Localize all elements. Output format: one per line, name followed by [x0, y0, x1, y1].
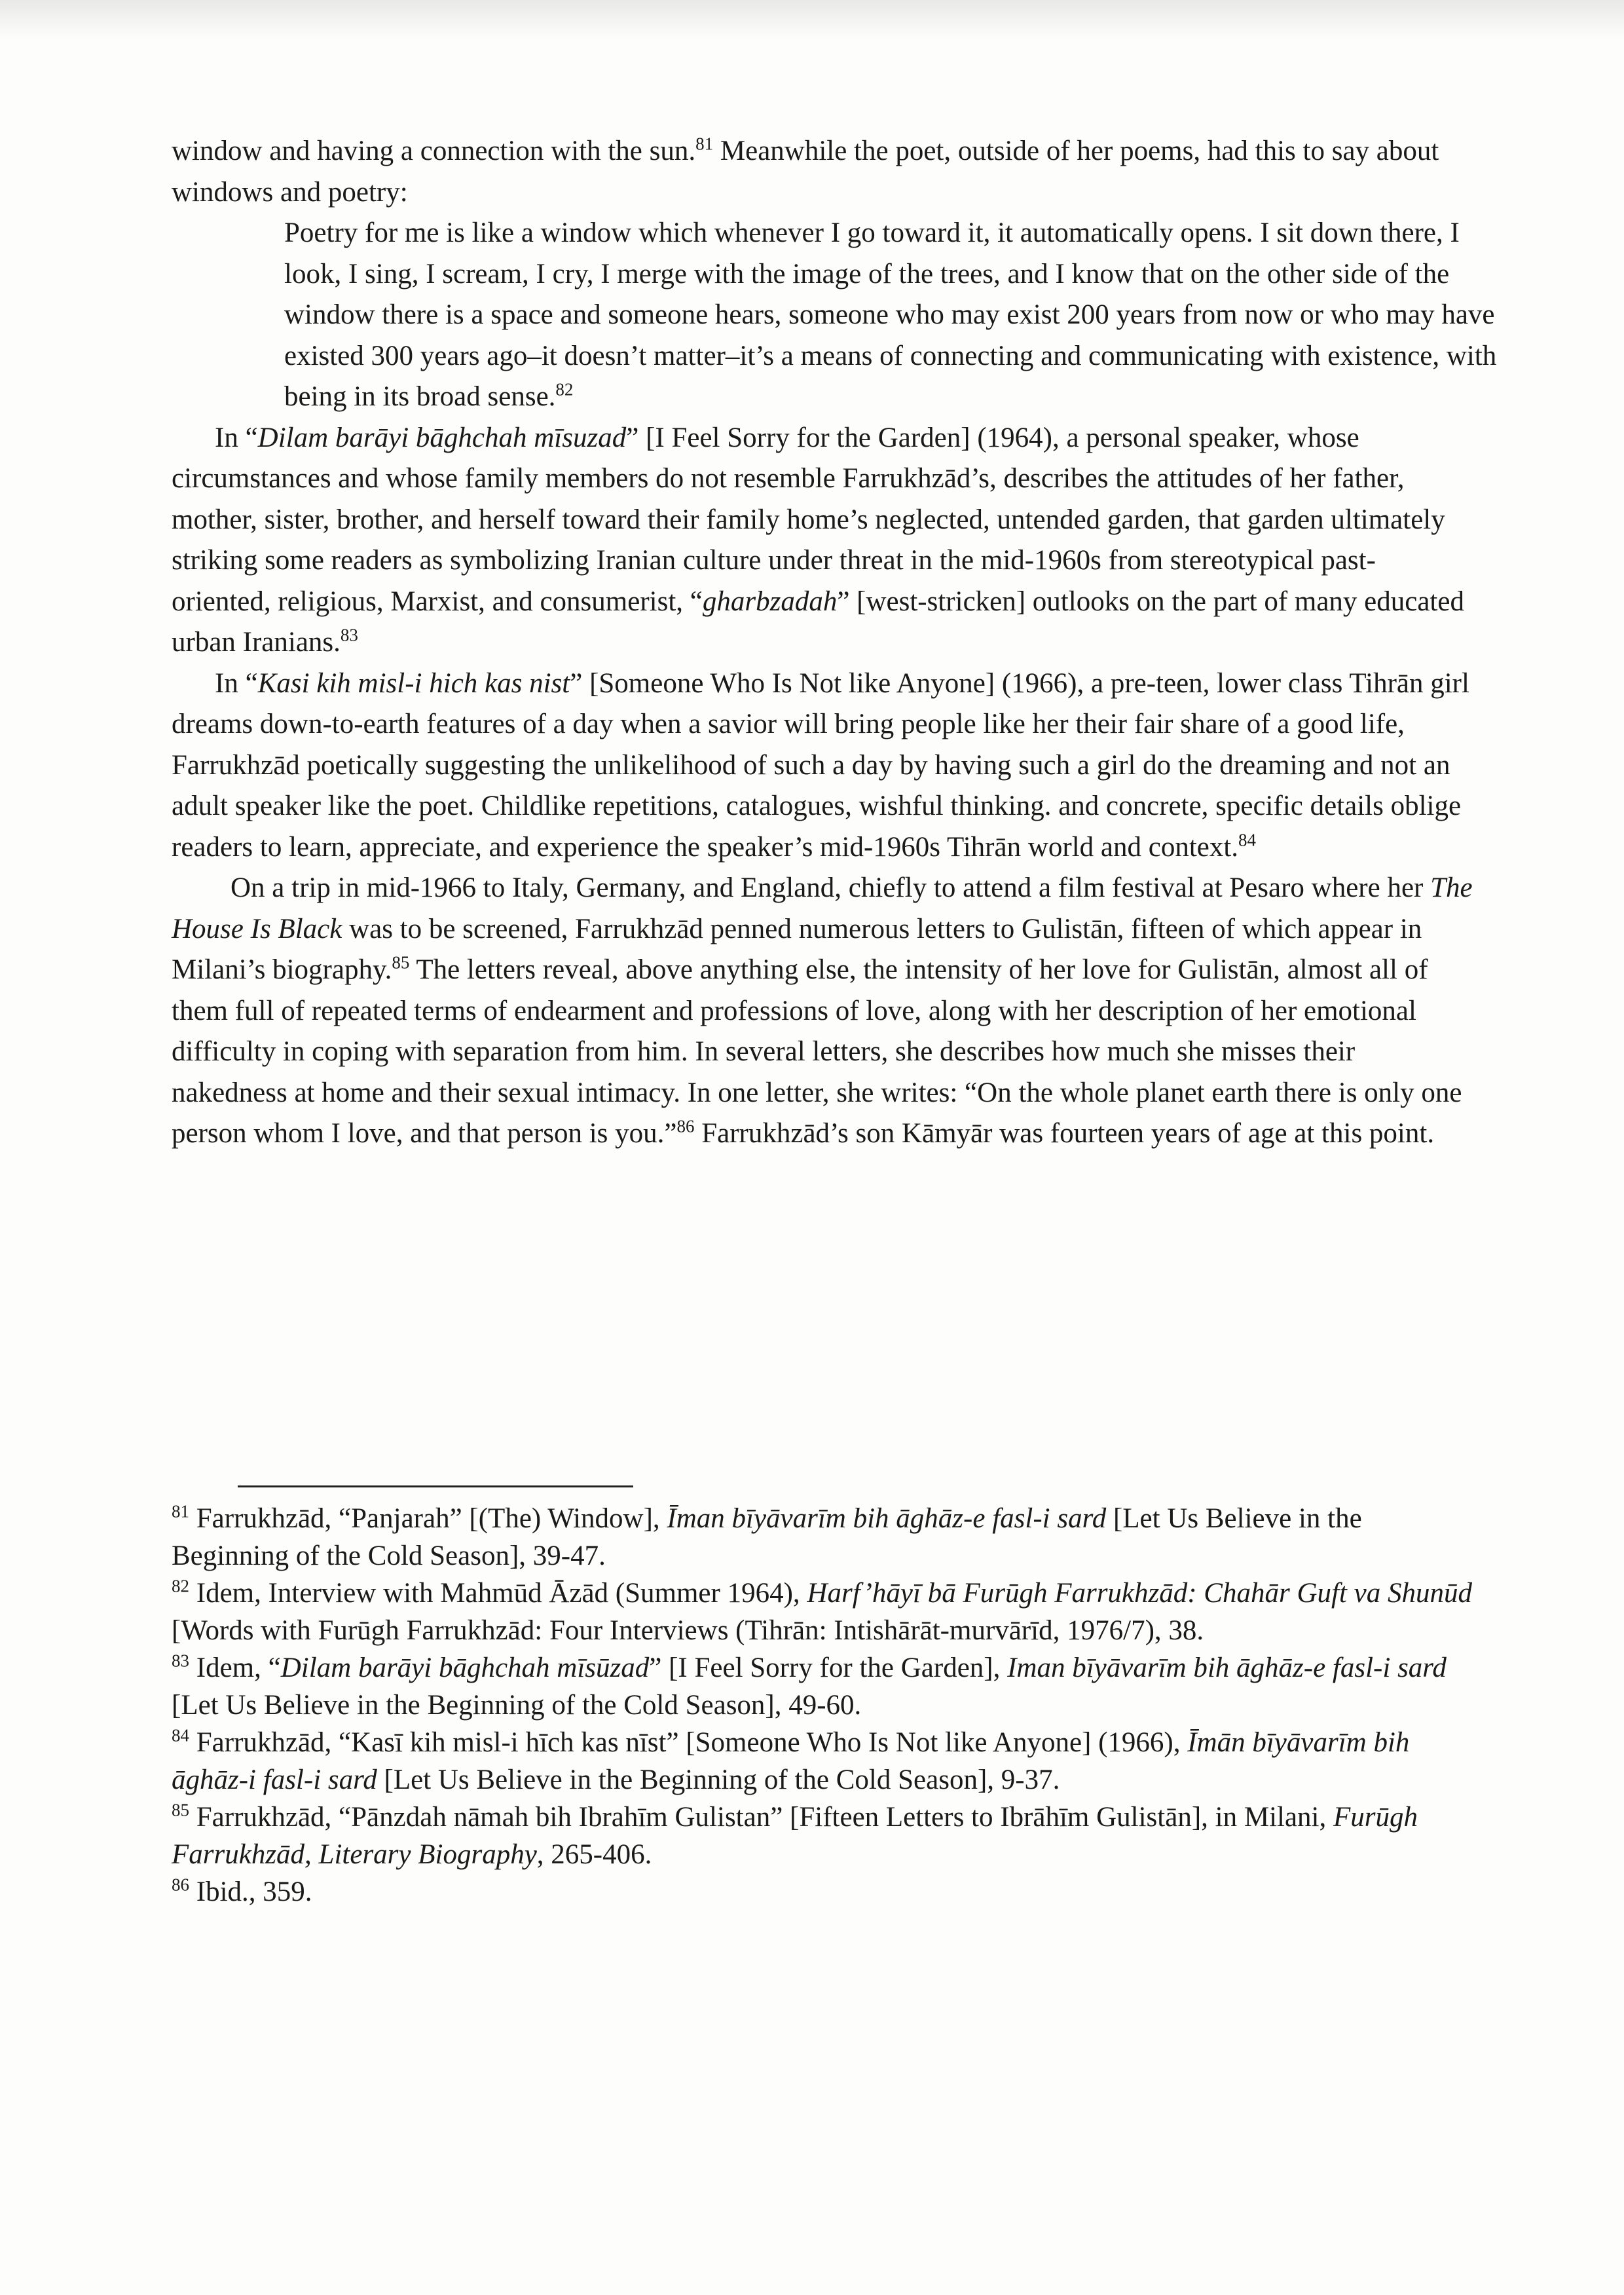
footnote-marker: 81 — [695, 134, 714, 154]
footnote-marker: 85 — [172, 1800, 189, 1820]
text-run: , 265-406. — [536, 1839, 652, 1870]
italic-title: Kasi kih misl-i hich kas nist — [257, 667, 570, 699]
footnote-86 — [172, 1873, 1475, 1911]
footnote-82 — [172, 1575, 1475, 1649]
footnote-marker: 85 — [392, 952, 410, 973]
text-run: Poetry for me is like a window which whenever I go toward it, it automatically opens. I sit down there, I look, I sing, I scream, I cry, I merge with the image of the trees, and I know that on the other side of the window there is a space and someone hears, someone who may exist 200 years from now or who may have existed 300 years ago–it doesn’t matter–it’s a means of connecting and communicating with existence, with being in its broad sense. — [284, 217, 1497, 412]
text-run: [Let Us Believe in the Beginning of the Cold Season], 9-37. — [377, 1764, 1060, 1795]
paragraph-1 — [172, 131, 1475, 213]
paragraph-3 — [172, 663, 1475, 868]
footnote-83 — [172, 1649, 1475, 1724]
text-run: [Let Us Believe in the Beginning of the Cold Season], 39-47. — [172, 1503, 1362, 1571]
text-run: Ibid., 359. — [189, 1876, 312, 1907]
italic-title: Furūgh Farrukhzād, Literary Biography — [172, 1802, 1418, 1870]
text-run: Farrukhzād, “Pānzdah nāmah bih Ibrahīm Gulistan” [Fifteen Letters to Ibrāhīm Gulistān], in Milani, — [189, 1802, 1334, 1833]
footnote-marker: 81 — [172, 1501, 189, 1521]
footnote-84 — [172, 1724, 1475, 1799]
text-run: In “ — [215, 667, 258, 699]
italic-title: Dilam barāyi bāghchah mīsuzad — [257, 422, 627, 453]
footnote-85 — [172, 1799, 1475, 1873]
text-run: Farrukhzād, “Panjarah” [(The) Window], — [189, 1503, 667, 1534]
italic-title: Iman bīyāvarīm bih āghāz-e fasl-i sard — [1007, 1652, 1447, 1683]
text-run: In “ — [215, 422, 258, 453]
text-run: Idem, “ — [189, 1652, 281, 1683]
text-run: Farrukhzād’s son Kāmyār was fourteen years of age at this point. — [694, 1118, 1435, 1149]
footnote-marker: 86 — [172, 1875, 189, 1895]
footnote-marker: 84 — [172, 1725, 189, 1745]
text-run: On a trip in mid-1966 to Italy, Germany, and England, chiefly to attend a film festival at Pesaro where her — [231, 872, 1431, 903]
text-run: window and having a connection with the sun. — [172, 136, 696, 166]
italic-title: Īman bīyāvarīm bih āghāz-e fasl-i sard — [667, 1503, 1107, 1534]
italic-title: Īmān bīyāvarīm bih āghāz-i fasl-i sard — [172, 1727, 1410, 1795]
italic-title: Harf’hāyī bā Furūgh Farrukhzād: Chahār Guft va Shunūd — [807, 1578, 1473, 1609]
italic-title: gharbzadah — [702, 586, 838, 617]
italic-title: The House Is Black — [172, 872, 1473, 944]
italic-title: Dilam barāyi bāghchah mīsūzad — [280, 1652, 650, 1683]
text-run: ” [Someone Who Is Not like Anyone] (1966), a pre-teen, lower class Tihrān girl dreams down-to-earth features of a day when a savior will bring people like her their fair share of a good life, Farrukhzād poetically suggesting the unlikelihood of such a day by having such a girl do the dreaming and not an adult speaker like the poet. Childlike repetitions, catalogues, wishful thinking. and concrete, specific details oblige readers to learn, appreciate, and experience the speaker’s mid-1960s Tihrān world and context. — [172, 667, 1469, 863]
text-run: [Let Us Believe in the Beginning of the Cold Season], 49-60. — [172, 1690, 862, 1721]
paragraph-2 — [172, 418, 1475, 663]
body-text — [172, 131, 1497, 1155]
text-run: Meanwhile the poet, outside of her poems, had this to say about windows and poetry: — [172, 136, 1439, 208]
text-run: ” [I Feel Sorry for the Garden] (1964), a personal speaker, whose circumstances and whose family members do not resemble Farrukhzād’s, describes the attitudes of her father, mother, sister, brother, and herself toward their family home’s neglected, untended garden, that garden ultimately striking some readers as symbolizing Iranian culture under threat in the mid-1960s from stereotypical past-oriented, religious, Marxist, and consumerist, “ — [172, 422, 1445, 617]
footnote-marker: 84 — [1238, 830, 1257, 850]
block-quote — [284, 213, 1509, 418]
scan-shadow — [0, 0, 1624, 39]
text-run: Idem, Interview with Mahmūd Āzād (Summer 1964), — [189, 1578, 807, 1609]
text-run: was to be screened, Farrukhzād penned numerous letters to Gulistān, fifteen of which appear in Milani’s biography. — [172, 913, 1422, 985]
footnote-marker: 83 — [340, 625, 358, 645]
text-run: Farrukhzād, “Kasī kih misl-i hīch kas nīst” [Someone Who Is Not like Anyone] (1966), — [189, 1727, 1188, 1758]
footnote-marker: 83 — [172, 1651, 189, 1671]
text-run: ” [I Feel Sorry for the Garden], — [649, 1652, 1008, 1683]
footnote-marker: 82 — [172, 1576, 189, 1596]
footnote-marker: 86 — [676, 1116, 695, 1136]
footnote-81 — [172, 1500, 1475, 1575]
paragraph-4 — [172, 868, 1475, 1155]
text-run: ” [west-stricken] outlooks on the part of many educated urban Iranians. — [172, 586, 1464, 658]
footnote-separator — [238, 1485, 633, 1487]
text-run: The letters reveal, above anything else, the intensity of her love for Gulistān, almost all of them full of repeated terms of endearment and professions of love, along with her description of her emotional difficulty in coping with separation from him. In several letters, she describes how much she misses their nakedness at home and their sexual intimacy. In one letter, she writes: “On the whole planet earth there is only one person whom I love, and that person is you.” — [172, 954, 1462, 1149]
footnote-marker: 82 — [555, 379, 574, 400]
footnotes — [172, 1500, 1475, 1911]
text-run: [Words with Furūgh Farrukhzād: Four Interviews (Tihrān: Intishārāt-murvārīd, 1976/7), 38. — [172, 1615, 1204, 1646]
